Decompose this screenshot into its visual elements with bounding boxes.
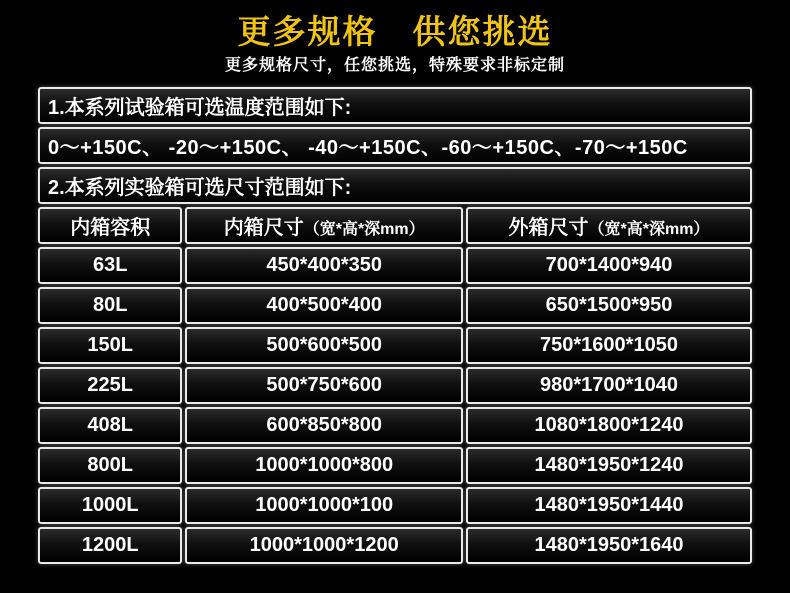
column-header-outer-sublabel: （宽*高*深mm） xyxy=(588,221,710,238)
column-header-row xyxy=(38,207,752,244)
cell-volume: 150L xyxy=(38,327,182,364)
cell-volume: 63L xyxy=(38,247,182,284)
cell-inner-size: 500*750*600 xyxy=(185,367,463,404)
table-row xyxy=(38,487,752,524)
cell-inner-size: 400*500*400 xyxy=(185,287,463,324)
cell-outer-size: 1480*1950*1440 xyxy=(466,487,752,524)
column-header-inner-sublabel: （宽*高*深mm） xyxy=(303,221,425,238)
section-1-row xyxy=(38,87,752,124)
table-row xyxy=(38,527,752,564)
cell-inner-size: 450*400*350 xyxy=(185,247,463,284)
section-1-label: 1.本系列试验箱可选温度范围如下: xyxy=(38,87,752,124)
section-2-row xyxy=(38,167,752,204)
cell-inner-size: 1000*1000*1200 xyxy=(185,527,463,564)
cell-volume: 800L xyxy=(38,447,182,484)
temperature-row xyxy=(38,127,752,164)
table-row xyxy=(38,287,752,324)
page-title: 更多规格 供您挑选 xyxy=(237,13,553,50)
cell-outer-size: 980*1700*1040 xyxy=(466,367,752,404)
cell-outer-size: 700*1400*940 xyxy=(466,247,752,284)
cell-inner-size: 500*600*500 xyxy=(185,327,463,364)
cell-outer-size: 1480*1950*1240 xyxy=(466,447,752,484)
cell-volume: 1200L xyxy=(38,527,182,564)
section-2-label: 2.本系列实验箱可选尺寸范围如下: xyxy=(38,167,752,204)
column-header-volume xyxy=(38,207,182,244)
cell-volume: 1000L xyxy=(38,487,182,524)
column-header-inner-size xyxy=(185,207,463,244)
cell-outer-size: 1080*1800*1240 xyxy=(466,407,752,444)
page-subtitle: 更多规格尺寸，任您挑选，特殊要求非标定制 xyxy=(224,57,565,74)
column-header-outer-label: 外箱尺寸 xyxy=(508,217,589,239)
header xyxy=(0,0,790,76)
cell-outer-size: 650*1500*950 xyxy=(466,287,752,324)
column-header-volume-label: 内箱容积 xyxy=(70,217,151,239)
table-row xyxy=(38,447,752,484)
cell-outer-size: 1480*1950*1640 xyxy=(466,527,752,564)
table-row xyxy=(38,327,752,364)
cell-outer-size: 750*1600*1050 xyxy=(466,327,752,364)
cell-volume: 225L xyxy=(38,367,182,404)
table-row xyxy=(38,407,752,444)
column-header-inner-label: 内箱尺寸 xyxy=(223,217,304,239)
table-row xyxy=(38,367,752,404)
cell-inner-size: 600*850*800 xyxy=(185,407,463,444)
temperature-options: 0〜+150C、 -20〜+150C、 -40〜+150C、-60〜+150C、-70〜+150C xyxy=(38,127,752,164)
cell-volume: 80L xyxy=(38,287,182,324)
cell-inner-size: 1000*1000*800 xyxy=(185,447,463,484)
cell-volume: 408L xyxy=(38,407,182,444)
table-row xyxy=(38,247,752,284)
column-header-outer-size xyxy=(466,207,752,244)
cell-inner-size: 1000*1000*100 xyxy=(185,487,463,524)
spec-table xyxy=(35,84,755,567)
